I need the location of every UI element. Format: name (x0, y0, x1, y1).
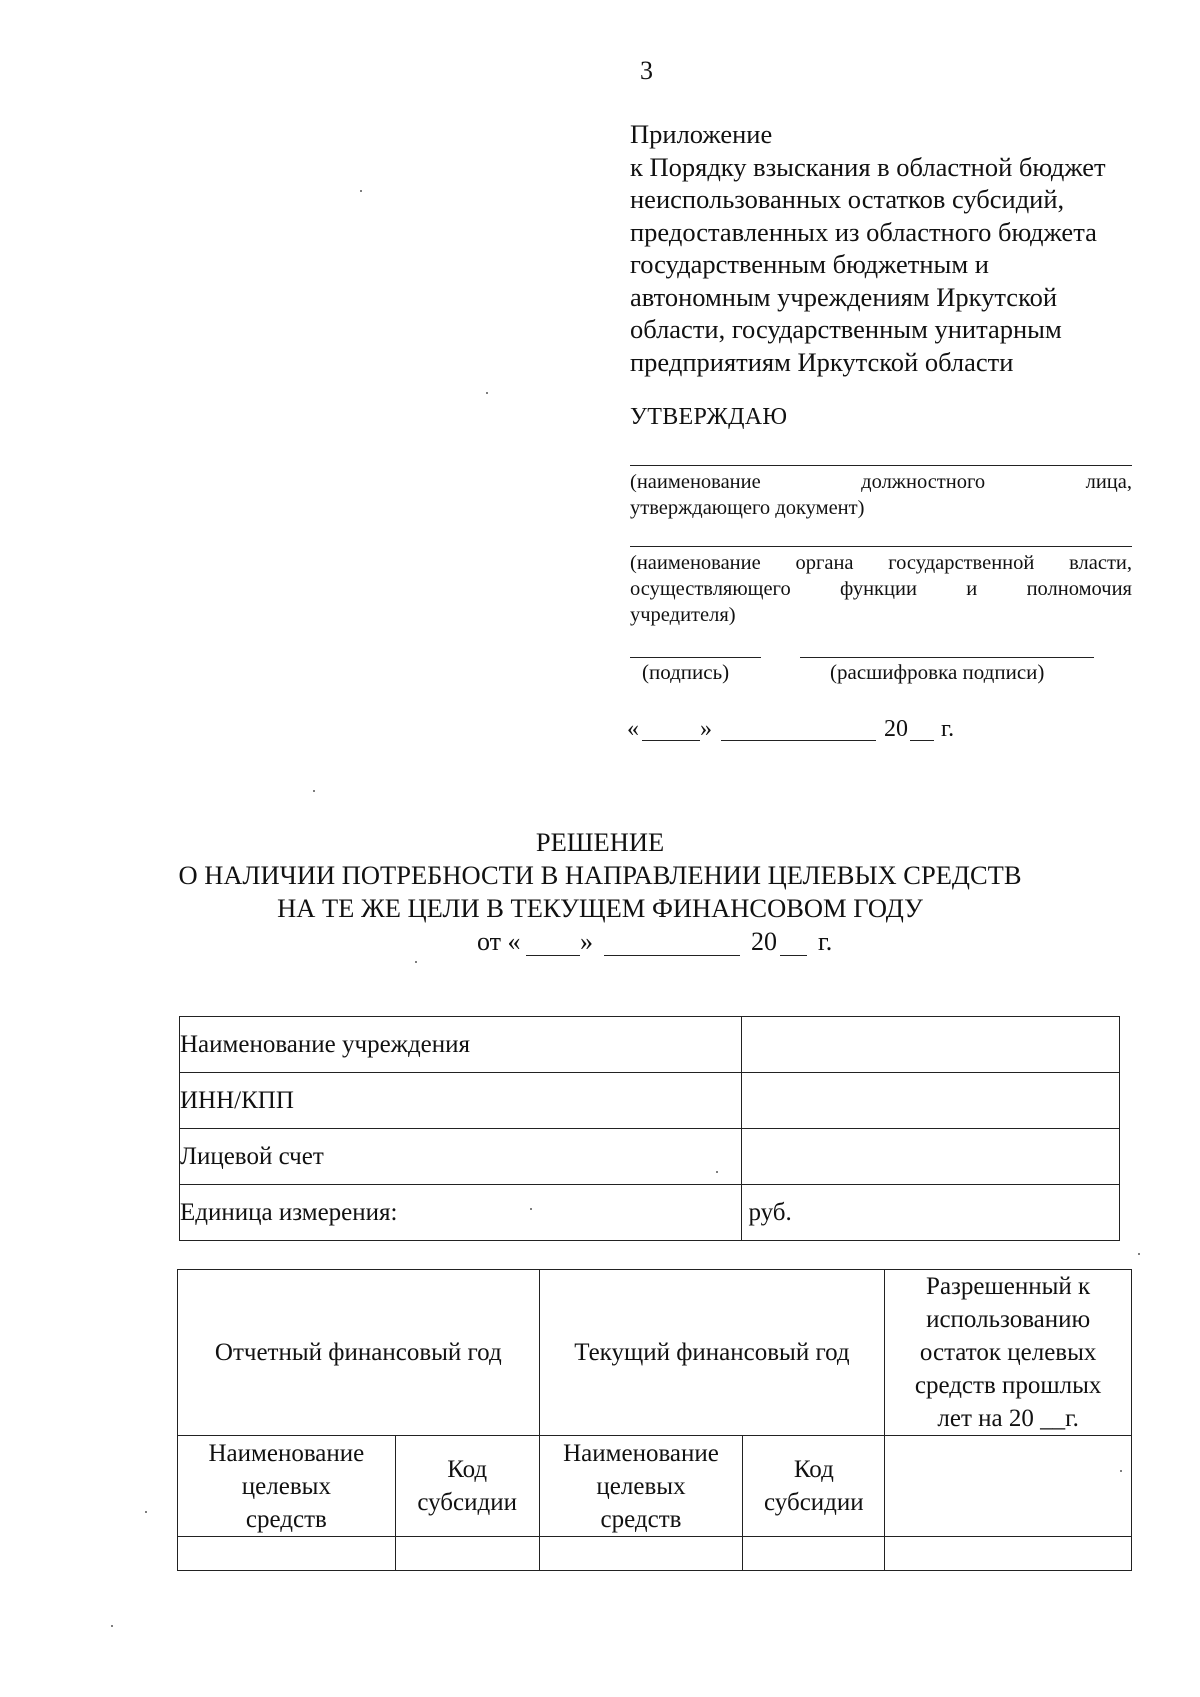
header-text: средств (245, 1505, 327, 1533)
institution-info-table (179, 1016, 1120, 1241)
inn-kpp-value[interactable] (742, 1073, 1120, 1129)
header-text: целевых (596, 1472, 686, 1500)
allowed-remainder-cell[interactable] (885, 1436, 1132, 1537)
header-text: Наименование (563, 1439, 719, 1467)
approval-month-line (721, 740, 876, 741)
signature-line (630, 657, 761, 658)
appendix-block (630, 118, 1150, 378)
unit-value: руб. (742, 1185, 1120, 1241)
table-subheader-row (178, 1436, 1132, 1537)
approval-day-line (642, 740, 700, 741)
funds-table (177, 1269, 1132, 1571)
decision-title: РЕШЕНИЕ (535, 827, 665, 857)
appendix-line: автономным учреждениям Иркутской (630, 281, 1058, 312)
scan-speck (111, 1625, 113, 1627)
scan-speck (415, 961, 417, 963)
table-row (180, 1185, 1120, 1241)
approval-date-close: » (700, 716, 712, 742)
account-label: Лицевой счет (180, 1129, 742, 1185)
current-year-header: Текущий финансовый год (539, 1270, 885, 1436)
table-cell[interactable] (539, 1537, 743, 1571)
page-number: 3 (640, 56, 653, 85)
official-name-note (630, 469, 1132, 521)
account-value[interactable] (742, 1129, 1120, 1185)
current-subsidy-code-header (743, 1436, 885, 1537)
appendix-line: Приложение (630, 119, 773, 149)
decision-line-2: НА ТЕ ЖЕ ЦЕЛИ В ТЕКУЩЕМ ФИНАНСОВОМ ГОДУ (277, 893, 923, 923)
decision-year-line (780, 955, 807, 956)
header-text: Наименование (208, 1439, 365, 1467)
header-text: субсидии (764, 1489, 864, 1516)
authority-note-line-1: (наименование органа государственной власти, (630, 552, 1132, 574)
appendix-line: области, государственным унитарным (630, 314, 1062, 344)
header-text: субсидии (417, 1489, 517, 1516)
decision-date-prefix: от « (477, 927, 521, 956)
table-row (178, 1537, 1132, 1571)
table-cell[interactable] (395, 1537, 539, 1571)
approve-heading: УТВЕРЖДАЮ (630, 404, 788, 430)
header-text: целевых (241, 1472, 331, 1500)
scan-speck (1120, 1470, 1122, 1472)
allowed-remainder-line: остаток целевых (919, 1339, 1097, 1366)
appendix-line: к Порядку взыскания в областной бюджет (630, 151, 1106, 182)
decision-line-1: О НАЛИЧИИ ПОТРЕБНОСТИ В НАПРАВЛЕНИИ ЦЕЛЕВЫХ СРЕДСТВ (178, 860, 1022, 890)
signature-label: (подпись) (642, 660, 730, 684)
authority-note-line-3: учредителя) (630, 604, 736, 626)
authority-note-line-2: осуществляющего функции и полномочия (630, 578, 1132, 600)
scan-speck (1138, 1253, 1140, 1255)
inn-kpp-label: ИНН/КПП (180, 1073, 742, 1129)
table-cell[interactable] (178, 1537, 396, 1571)
table-row (180, 1017, 1120, 1073)
approval-date-year: 20 (884, 716, 908, 742)
scan-speck (716, 1171, 718, 1173)
decision-date-close: » (580, 927, 593, 956)
allowed-remainder-line: Разрешенный к (926, 1273, 1091, 1300)
table-cell[interactable] (885, 1537, 1132, 1571)
approval-date-open: « (627, 716, 639, 742)
current-fund-name-header (539, 1436, 743, 1537)
signature-decode-label: (расшифровка подписи) (830, 660, 1045, 684)
decision-date-suffix: г. (818, 927, 833, 956)
appendix-line: предоставленных из областного бюджета (630, 216, 1097, 247)
approval-date-suffix: г. (941, 716, 955, 742)
unit-label: Единица измерения: (180, 1185, 742, 1241)
allowed-remainder-line: лет на 20 __г. (937, 1405, 1079, 1432)
decision-date-year: 20 (751, 927, 777, 956)
reporting-fund-name-header (178, 1436, 396, 1537)
table-header-row (178, 1270, 1132, 1436)
official-note-line-1: (наименование должностного лица, (630, 471, 1132, 493)
institution-name-value[interactable] (742, 1017, 1120, 1073)
table-cell[interactable] (743, 1537, 885, 1571)
institution-name-label: Наименование учреждения (180, 1017, 742, 1073)
appendix-line: государственным бюджетным и (630, 249, 989, 279)
scan-speck (313, 790, 315, 792)
reporting-subsidy-code-header (395, 1436, 539, 1537)
scan-speck (360, 190, 362, 192)
allowed-remainder-line: средств прошлых (914, 1372, 1102, 1399)
header-text: средств (600, 1505, 682, 1533)
scan-speck (486, 392, 488, 394)
official-note-line-2: утверждающего документ) (630, 497, 865, 519)
signature-decode-line (800, 657, 1094, 658)
appendix-line: предприятиям Иркутской области (630, 346, 1014, 377)
decision-day-line (526, 955, 580, 956)
approval-year-line (910, 740, 934, 741)
header-text: Код (793, 1456, 834, 1483)
scan-speck (145, 1511, 147, 1513)
authority-name-line (630, 546, 1132, 547)
scan-speck (530, 1208, 532, 1210)
table-row (180, 1073, 1120, 1129)
reporting-year-header: Отчетный финансовый год (178, 1270, 540, 1436)
allowed-remainder-line: использованию (926, 1306, 1091, 1333)
header-text: Код (447, 1456, 488, 1483)
decision-month-line (604, 955, 740, 956)
table-row (180, 1129, 1120, 1185)
appendix-line: неиспользованных остатков субсидий, (630, 184, 1065, 214)
official-name-line (630, 465, 1132, 466)
allowed-remainder-header (885, 1270, 1132, 1436)
authority-name-note (630, 550, 1132, 628)
